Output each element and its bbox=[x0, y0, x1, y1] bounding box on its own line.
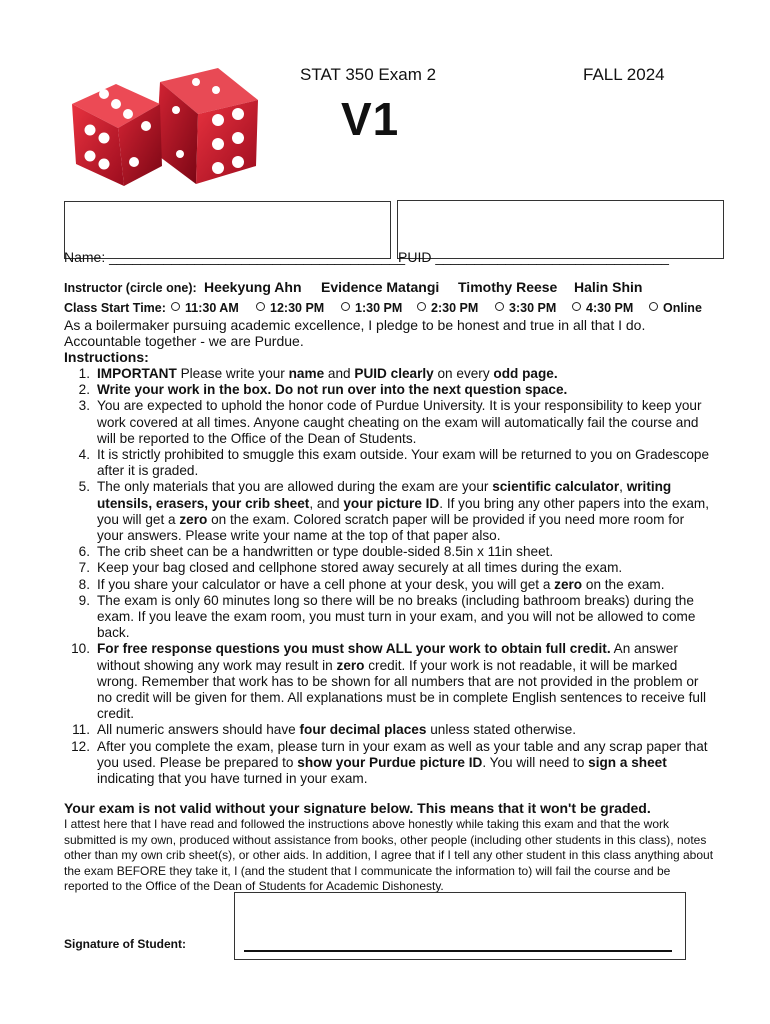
instruction-text: The only materials that you are allowed during the exam are your bbox=[97, 479, 493, 495]
instruction-text: on the exam. Colored scratch paper will be provided if you need more room for your answers. Please write your name at the top of that paper also. bbox=[97, 511, 685, 544]
name-field-label: Name: ______________________________________ bbox=[64, 249, 405, 265]
instruction-item bbox=[64, 366, 714, 382]
instructor-label: Instructor (circle one): bbox=[64, 281, 197, 295]
instruction-text: . You will need to bbox=[482, 754, 589, 770]
instruction-text: writing utensils, erasers, your crib sheet bbox=[97, 479, 672, 511]
instruction-number: 7. bbox=[78, 560, 90, 576]
instruction-item bbox=[64, 722, 714, 738]
instruction-number: 6. bbox=[78, 544, 90, 560]
instruction-item bbox=[64, 479, 714, 544]
instruction-text: IMPORTANT bbox=[97, 366, 177, 381]
instruction-text: . If you bring any other papers into the exam, you will get a bbox=[97, 495, 710, 527]
instructions-heading: Instructions: bbox=[64, 349, 149, 365]
class-time-option[interactable]: Online bbox=[649, 301, 702, 315]
instruction-number: 2. bbox=[78, 382, 90, 398]
instruction-text: zero bbox=[554, 576, 583, 592]
signature-label: Signature of Student: bbox=[64, 937, 186, 951]
instruction-number: 11. bbox=[72, 722, 90, 738]
course-title: STAT 350 Exam 2 bbox=[300, 65, 437, 84]
instruction-text: indicating that you have turned in your exam. bbox=[97, 771, 368, 787]
class-start-label: Class Start Time: bbox=[64, 301, 166, 315]
exam-version: V1 bbox=[341, 93, 400, 145]
instruction-text: PUID clearly bbox=[354, 366, 434, 381]
instruction-text: It is strictly prohibited to smuggle this exam outside. Your exam will be returned to you on Gradescope after it is graded. bbox=[97, 447, 710, 479]
class-time-option[interactable]: 4:30 PM bbox=[572, 301, 633, 315]
instruction-text: odd page. bbox=[493, 366, 558, 381]
instruction-number: 9. bbox=[78, 592, 90, 608]
class-time-option[interactable]: 2:30 PM bbox=[417, 301, 478, 315]
instruction-text: zero bbox=[336, 657, 365, 673]
instruction-item bbox=[64, 560, 714, 576]
instruction-text: Write your work in the box. Do not run over into the next question space. bbox=[97, 382, 568, 398]
instruction-item bbox=[64, 447, 714, 479]
dice-icon bbox=[68, 62, 264, 192]
radio-icon bbox=[417, 302, 426, 311]
instruction-text: , bbox=[619, 479, 627, 495]
instruction-text: zero bbox=[179, 511, 208, 527]
instructions-list bbox=[64, 366, 714, 787]
instruction-text: Please write your bbox=[176, 366, 289, 381]
radio-icon bbox=[572, 302, 581, 311]
radio-icon bbox=[171, 302, 180, 311]
instruction-number: 3. bbox=[78, 398, 90, 414]
instruction-text: The crib sheet can be a handwritten or type double-sided 8.5in x 11in sheet. bbox=[97, 544, 554, 560]
validity-heading: Your exam is not valid without your signature below. This means that it won't be graded. bbox=[64, 800, 651, 816]
attestation-text: I attest here that I have read and followed the instructions above honestly while taking this exam and that the work submitted is my own, produced without assistance from books, other people (including other students in this class), notes other than my own crib sheet(s), or other aids. In addition, I agree that if I tell any other student in this class anything about the exam BEFORE they take it, I (and the student that I communicate the information to) will fail the course and be reported to the Office of the Dean of Students for Academic Dishonesty. bbox=[64, 817, 714, 893]
pledge-text: As a boilermaker pursuing academic excellence, I pledge to be honest and true in all that I do. Accountable together - we are Purdue. bbox=[64, 317, 646, 350]
class-start-row bbox=[64, 301, 744, 317]
instruction-item bbox=[64, 593, 714, 642]
radio-icon bbox=[256, 302, 265, 311]
class-time-option[interactable]: 3:30 PM bbox=[495, 301, 556, 315]
instruction-number: 4. bbox=[78, 447, 90, 463]
instruction-text: All numeric answers should have bbox=[97, 722, 300, 738]
instruction-text: four decimal places bbox=[299, 722, 427, 738]
instruction-text: sign a sheet bbox=[588, 754, 667, 770]
instruction-text: credit. If your work is not readable, it will be marked wrong. Remember that work has to be shown for all numbers that are not provided in the problem or no credit will be given for them. All explanations must be in complete English sentences to receive full credit. bbox=[97, 657, 707, 722]
class-time-option[interactable]: 11:30 AM bbox=[171, 301, 239, 315]
instruction-text: on the exam. bbox=[582, 576, 665, 592]
class-time-option[interactable]: 12:30 PM bbox=[256, 301, 324, 315]
instruction-number: 8. bbox=[78, 576, 90, 592]
term-label: FALL 2024 bbox=[583, 65, 665, 84]
instruction-number: 12. bbox=[71, 738, 90, 754]
instruction-item bbox=[64, 641, 714, 722]
instructor-option[interactable]: Evidence Matangi bbox=[321, 279, 440, 295]
instruction-text: unless stated otherwise. bbox=[426, 722, 577, 738]
instruction-text: and bbox=[324, 366, 355, 381]
instruction-text: scientific calculator bbox=[492, 479, 620, 495]
signature-line[interactable] bbox=[244, 936, 672, 952]
instruction-text: , and bbox=[309, 495, 344, 511]
instruction-number: 1. bbox=[78, 366, 90, 381]
instruction-text: You are expected to uphold the honor code of Purdue University. It is your responsibility to keep your work covered at all times. Anyone caught cheating on the exam will automatically fail the course and will be reported to the Office of the Dean of Students. bbox=[97, 398, 702, 446]
instructor-option[interactable]: Halin Shin bbox=[574, 279, 643, 295]
instruction-text: An answer without showing any work may result in bbox=[97, 641, 678, 673]
radio-icon bbox=[649, 302, 658, 311]
instruction-item bbox=[64, 577, 714, 593]
instruction-text: your picture ID bbox=[343, 495, 440, 511]
instruction-text: show your Purdue picture ID bbox=[297, 754, 483, 770]
instruction-number: 5. bbox=[78, 479, 90, 495]
instruction-text: on every bbox=[433, 366, 494, 381]
instruction-text: For free response questions you must show ALL your work to obtain full credit. bbox=[97, 641, 611, 657]
instruction-text: After you complete the exam, please turn in your exam as well as your table and any scrap paper that you used. Please be prepared to bbox=[97, 738, 708, 770]
instruction-item bbox=[64, 398, 714, 447]
instruction-text: name bbox=[288, 366, 325, 381]
radio-icon bbox=[495, 302, 504, 311]
instruction-item bbox=[64, 739, 714, 788]
instruction-text: If you share your calculator or have a cell phone at your desk, you will get a bbox=[97, 576, 555, 592]
instruction-item bbox=[64, 544, 714, 560]
instructor-option[interactable]: Heekyung Ahn bbox=[204, 279, 302, 295]
instruction-number: 10. bbox=[71, 641, 90, 657]
instruction-text: The exam is only 60 minutes long so there will be no breaks (including bathroom breaks) during the exam. If you leave the exam room, you must turn in your exam, and you will not be allowed to come back. bbox=[97, 592, 696, 641]
instruction-text: Keep your bag closed and cellphone stored away securely at all times during the exam. bbox=[97, 560, 623, 576]
radio-icon bbox=[341, 302, 350, 311]
instruction-item bbox=[64, 382, 714, 398]
instructor-option[interactable]: Timothy Reese bbox=[458, 279, 558, 295]
class-time-option[interactable]: 1:30 PM bbox=[341, 301, 402, 315]
instructor-row bbox=[64, 279, 643, 295]
puid-field-label: PUID ______________________________ bbox=[398, 249, 669, 265]
